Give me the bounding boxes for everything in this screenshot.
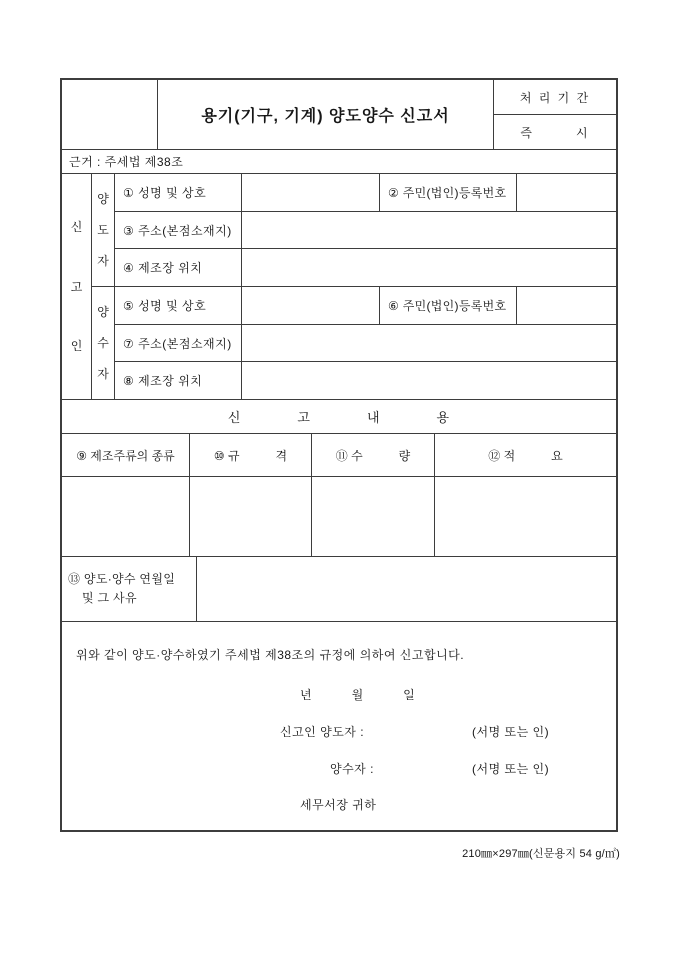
processing-period-box	[494, 80, 616, 149]
col-remarks: ⑫ 적 요	[488, 448, 563, 463]
transferee-address-label: ⑦ 주소(본점소재지)	[115, 325, 242, 362]
transferor-label: 양 도 자	[92, 174, 115, 286]
col-spec: ⑩ 규 격	[190, 434, 312, 476]
declarant-table	[62, 174, 616, 400]
transfer-date-label-line2: 및 그 사유	[82, 591, 137, 605]
title-empty-cell	[62, 80, 158, 149]
transferee-label: 양 수 자	[92, 287, 115, 399]
spec-field[interactable]	[190, 477, 312, 556]
transferor-address-label: ③ 주소(본점소재지)	[115, 212, 242, 249]
quantity-field[interactable]	[312, 477, 435, 556]
date-line: 년 월 일	[300, 688, 416, 702]
transferee-factory-field[interactable]	[242, 362, 616, 399]
declaration-text: 위와 같이 양도·양수하였기 주세법 제38조의 규정에 의하여 신고합니다.	[76, 648, 465, 662]
legal-basis: 근거 : 주세법 제38조	[62, 150, 616, 174]
processing-period-value: 즉 시	[520, 125, 590, 140]
transferor-regno-label: ② 주민(법인)등록번호	[380, 174, 517, 211]
report-data-row	[62, 477, 616, 557]
transferee-sign-note: (서명 또는 인)	[472, 762, 550, 776]
report-section-title: 신 고 내 용	[62, 400, 616, 434]
transferor-address-field[interactable]	[242, 212, 616, 249]
transferee-factory-label: ⑧ 제조장 위치	[115, 362, 242, 399]
transferor-regno-field[interactable]	[517, 174, 616, 211]
liquor-type-field[interactable]	[62, 477, 190, 556]
transfer-date-field[interactable]	[197, 557, 616, 621]
transferee-name-field[interactable]	[242, 287, 380, 324]
declarant-group-label: 신 고 인	[62, 174, 92, 399]
form-outer-table	[60, 78, 618, 832]
processing-period-label: 처 리 기 간	[494, 80, 616, 115]
closing-section	[62, 622, 616, 830]
transferor-group	[92, 174, 616, 287]
transfer-date-label-line1: ⑬ 양도·양수 연월일	[68, 572, 176, 587]
col-liquor-type: ⑨ 제조주류의 종류	[62, 434, 190, 476]
transfer-date-row	[62, 557, 616, 622]
transferor-name-field[interactable]	[242, 174, 380, 211]
remarks-field[interactable]	[435, 477, 616, 556]
transferor-sign-note: (서명 또는 인)	[472, 725, 550, 739]
report-column-headers	[62, 434, 616, 477]
transferor-factory-field[interactable]	[242, 249, 616, 286]
paper-spec-note: 210㎜×297㎜(신문용지 54 g/㎡)	[462, 848, 620, 860]
transferor-sign-label: 신고인 양도자 :	[280, 725, 365, 739]
title-row	[62, 80, 616, 150]
transferee-address-field[interactable]	[242, 325, 616, 362]
transfer-date-label	[62, 557, 197, 621]
transferee-regno-field[interactable]	[517, 287, 616, 324]
recipient-line: 세무서장 귀하	[300, 798, 377, 812]
form-title: 용기(기구, 기계) 양도양수 신고서	[158, 80, 494, 149]
transferee-name-label: ⑤ 성명 및 상호	[115, 287, 242, 324]
transferee-sign-label: 양수자 :	[330, 762, 374, 776]
transferor-name-label: ① 성명 및 상호	[115, 174, 242, 211]
transferee-regno-label: ⑥ 주민(법인)등록번호	[380, 287, 517, 324]
transferor-factory-label: ④ 제조장 위치	[115, 249, 242, 286]
col-quantity: ⑪ 수 량	[312, 434, 435, 476]
transferee-group	[92, 287, 616, 399]
